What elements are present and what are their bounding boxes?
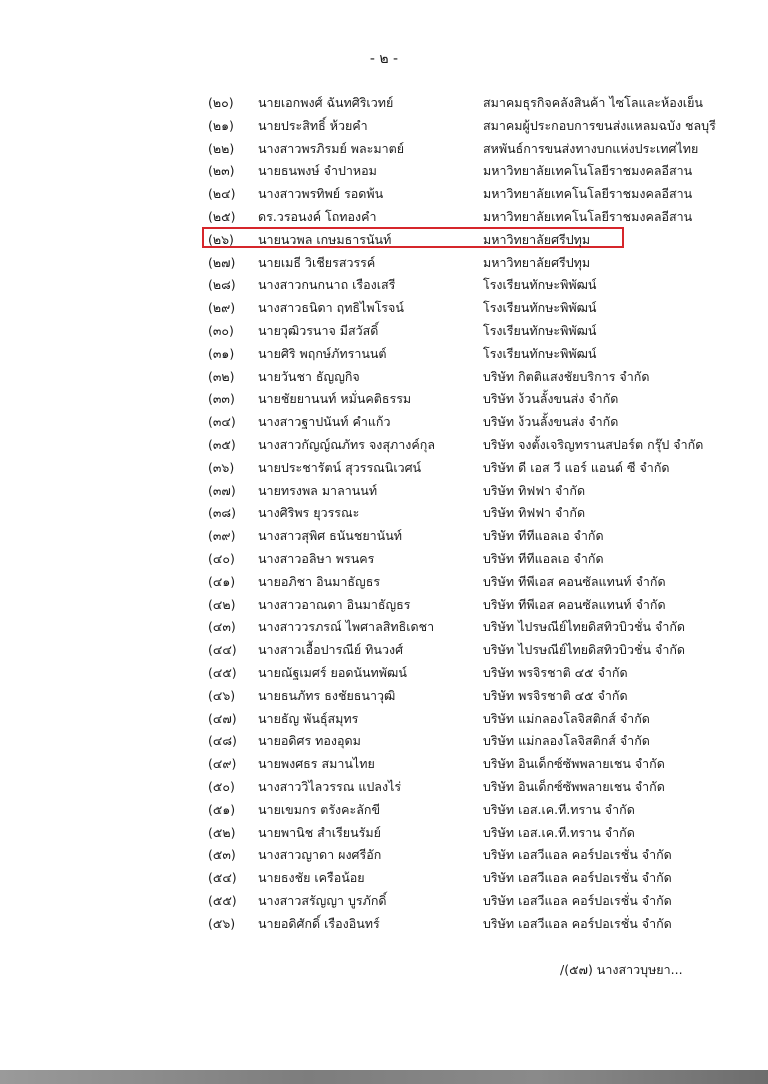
member-name: นางสาววรภรณ์ ไพศาลสิทธิเดชา [258, 619, 435, 635]
list-item [0, 364, 768, 387]
member-organization: บริษัท ทีพีเอส คอนซัลแทนท์ จำกัด [483, 596, 666, 612]
member-name: นายนวพล เกษมธารนันท์ [258, 231, 392, 247]
member-name: นางสาวธนิดา ฤทธิไพโรจน์ [258, 300, 404, 316]
item-number: (๔๘) [208, 733, 237, 749]
member-organization: บริษัท แม่กลองโลจิสติกส์ จำกัด [483, 710, 650, 726]
member-organization: บริษัท อินเด็กซ์ซัพพลายเชน จำกัด [483, 778, 665, 794]
list-item [0, 386, 768, 409]
list-item [0, 90, 768, 113]
item-number: (๓๔) [208, 414, 236, 430]
member-organization: บริษัท ทีทีแอลเอ จำกัด [483, 550, 604, 566]
member-organization: บริษัท เอสวีแอล คอร์ปอเรชั่น จำกัด [483, 892, 672, 908]
member-name: นายเขมกร ตรังคะลักขี [258, 801, 380, 817]
member-organization: บริษัท เอส.เค.ที.ทราน จำกัด [483, 801, 635, 817]
item-number: (๒๕) [208, 208, 236, 224]
member-name: นายธนพงษ์ จำปาหอม [258, 163, 377, 179]
list-item [0, 272, 768, 295]
member-name: นางสาววิไลวรรณ แปลงไร่ [258, 778, 402, 794]
member-name: นางสาวญาดา ผงศรีอัก [258, 847, 382, 863]
member-name: นายวันชา ธัญญกิจ [258, 368, 360, 384]
member-name: นายศิริ พฤกษ์ภัทรานนต์ [258, 345, 387, 361]
list-item [0, 113, 768, 136]
list-item [0, 820, 768, 843]
member-name: นายพงศธร สมานไทย [258, 756, 375, 772]
member-name: นายอภิชา อินมาธัญธร [258, 573, 381, 589]
list-item [0, 888, 768, 911]
member-organization: บริษัท เอสวีแอล คอร์ปอเรชั่น จำกัด [483, 847, 672, 863]
member-organization: บริษัท เอส.เค.ที.ทราน จำกัด [483, 824, 635, 840]
member-list [0, 90, 768, 933]
item-number: (๕๐) [208, 778, 235, 794]
list-item [0, 865, 768, 888]
list-item [0, 181, 768, 204]
member-organization: โรงเรียนทักษะพิพัฒน์ [483, 300, 597, 316]
member-organization: บริษัท ไปรษณีย์ไทยดิสทิวบิวชั่น จำกัด [483, 642, 686, 658]
list-item [0, 158, 768, 181]
item-number: (๒๗) [208, 254, 236, 270]
item-number: (๒๘) [208, 277, 236, 293]
item-number: (๕๔) [208, 870, 237, 886]
member-name: นางสาวพรทิพย์ รอดพ้น [258, 186, 384, 202]
member-name: นายธงชัย เครือน้อย [258, 870, 365, 886]
member-organization: บริษัท เอสวีแอล คอร์ปอเรชั่น จำกัด [483, 870, 672, 886]
member-name: นายธนภัทร ธงชัยธนาวุฒิ [258, 687, 396, 703]
list-item [0, 523, 768, 546]
list-item [0, 683, 768, 706]
item-number: (๕๓) [208, 847, 236, 863]
member-name: นางสาวสรัญญา บูรภักดิ์ [258, 892, 387, 908]
member-organization: มหาวิทยาลัยเทคโนโลยีราชมงคลอีสาน [483, 208, 693, 224]
member-name: นางสาวฐาปนันท์ คำแก้ว [258, 414, 391, 430]
member-organization: บริษัท พรจิรชาติ ๔๕ จำกัด [483, 664, 628, 680]
item-number: (๒๓) [208, 163, 235, 179]
member-organization: บริษัท กิตติแสงชัยบริการ จำกัด [483, 368, 650, 384]
list-item [0, 500, 768, 523]
item-number: (๕๒) [208, 824, 236, 840]
item-number: (๓๙) [208, 528, 236, 544]
member-name: นายเอกพงศ์ ฉันทศิริเวทย์ [258, 95, 394, 110]
item-number: (๒๐) [208, 95, 234, 110]
member-name: นางสาวกัญญ์ณภัทร จงสุภางค์กุล [258, 436, 435, 452]
member-organization: บริษัท ไปรษณีย์ไทยดิสทิวบิวชั่น จำกัด [483, 619, 686, 635]
member-name: นายทรงพล มาลานนท์ [258, 482, 378, 498]
list-item [0, 227, 768, 250]
list-item [0, 637, 768, 660]
item-number: (๔๑) [208, 573, 236, 589]
item-number: (๔๐) [208, 550, 235, 566]
member-organization: บริษัท ทีพีเอส คอนซัลแทนท์ จำกัด [483, 573, 666, 589]
item-number: (๓๕) [208, 436, 236, 452]
member-organization: มหาวิทยาลัยศรีปทุม [483, 231, 591, 247]
item-number: (๓๖) [208, 459, 235, 475]
member-organization: มหาวิทยาลัยเทคโนโลยีราชมงคลอีสาน [483, 186, 693, 202]
member-name: นายอดิศร ทองอุดม [258, 733, 361, 749]
item-number: (๔๖) [208, 687, 236, 703]
item-number: (๔๓) [208, 619, 236, 635]
item-number: (๒๑) [208, 117, 234, 133]
member-organization: สหพันธ์การขนส่งทางบกแห่งประเทศไทย [483, 140, 699, 156]
list-item [0, 569, 768, 592]
item-number: (๓๒) [208, 368, 235, 384]
item-number: (๓๐) [208, 322, 234, 338]
member-name: นางสาวอาณดา อินมาธัญธร [258, 596, 411, 612]
list-item [0, 432, 768, 455]
item-number: (๒๒) [208, 140, 235, 156]
member-organization: โรงเรียนทักษะพิพัฒน์ [483, 277, 597, 293]
item-number: (๕๕) [208, 892, 237, 908]
list-item [0, 728, 768, 751]
list-item [0, 842, 768, 865]
member-organization: มหาวิทยาลัยศรีปทุม [483, 254, 591, 270]
member-organization: โรงเรียนทักษะพิพัฒน์ [483, 322, 597, 338]
list-item [0, 546, 768, 569]
list-item [0, 797, 768, 820]
item-number: (๔๒) [208, 596, 236, 612]
member-name: นายชัยยานนท์ หมั่นคติธรรม [258, 391, 412, 407]
member-organization: บริษัท แม่กลองโลจิสติกส์ จำกัด [483, 733, 650, 749]
list-item [0, 250, 768, 273]
member-name: นายประชารัตน์ สุวรรณนิเวศน์ [258, 459, 422, 475]
list-item [0, 911, 768, 934]
member-organization: บริษัท ทิฟฟา จำกัด [483, 505, 586, 521]
item-number: (๔๗) [208, 710, 237, 726]
member-name: นายณัฐเมศร์ ยอดนันทพัฒน์ [258, 664, 407, 680]
list-item [0, 136, 768, 159]
member-organization: มหาวิทยาลัยเทคโนโลยีราชมงคลอีสาน [483, 163, 693, 179]
item-number: (๔๔) [208, 642, 237, 658]
member-name: นางศิริพร ยุวรรณะ [258, 505, 360, 521]
member-organization: บริษัท พรจิรชาติ ๔๕ จำกัด [483, 687, 628, 703]
page-number: - ๒ - [369, 51, 399, 67]
list-item [0, 751, 768, 774]
list-item [0, 409, 768, 432]
list-item [0, 341, 768, 364]
item-number: (๒๖) [208, 231, 234, 247]
member-organization: บริษัท อินเด็กซ์ซัพพลายเชน จำกัด [483, 756, 665, 772]
member-name: นางสาวพรภิรมย์ พละมาตย์ [258, 140, 405, 156]
item-number: (๒๔) [208, 186, 236, 202]
member-name: นายอดิศักดิ์ เรืองอินทร์ [258, 915, 380, 931]
list-item [0, 295, 768, 318]
item-number: (๓๑) [208, 345, 235, 361]
list-item [0, 204, 768, 227]
member-organization: โรงเรียนทักษะพิพัฒน์ [483, 345, 597, 361]
member-name: นางสาวอลิษา พรนคร [258, 550, 375, 566]
item-number: (๓๓) [208, 391, 235, 407]
item-number: (๕๖) [208, 915, 236, 931]
list-item [0, 318, 768, 341]
member-organization: บริษัท ง้วนลั้งขนส่ง จำกัด [483, 391, 619, 407]
member-name: นายธัญ พันธุ์สมุทร [258, 710, 359, 726]
item-number: (๓๗) [208, 482, 236, 498]
member-name: นางสาวกนกนาถ เรืองเสรี [258, 277, 396, 293]
member-organization: สมาคมธุรกิจคลังสินค้า ไซโลและห้องเย็น [483, 95, 703, 110]
member-organization: สมาคมผู้ประกอบการขนส่งแหลมฉบัง ชลบุรี [483, 117, 716, 133]
list-item [0, 614, 768, 637]
member-organization: บริษัท ดี เอส วี แอร์ แอนด์ ซี จำกัด [483, 459, 670, 475]
member-organization: บริษัท ทีทีแอลเอ จำกัด [483, 528, 604, 544]
member-organization: บริษัท ทิฟฟา จำกัด [483, 482, 586, 498]
list-item [0, 706, 768, 729]
member-name: นายประสิทธิ์ ห้วยคำ [258, 117, 368, 133]
member-name: นายวุฒิวรนาจ มีสวัสดิ์ [258, 322, 379, 338]
list-item [0, 774, 768, 797]
item-number: (๓๘) [208, 505, 236, 521]
member-organization: บริษัท จงตั้งเจริญทรานสปอร์ต กรุ๊ป จำกัด [483, 436, 704, 452]
item-number: (๔๕) [208, 664, 237, 680]
list-item [0, 478, 768, 501]
member-name: นายพานิช สำเรียนรัมย์ [258, 824, 381, 840]
item-number: (๔๙) [208, 756, 237, 772]
member-name: นางสาวเอื้อปารณีย์ ทินวงศ์ [258, 642, 404, 658]
list-item [0, 592, 768, 615]
list-item [0, 455, 768, 478]
item-number: (๕๑) [208, 801, 236, 817]
list-item [0, 660, 768, 683]
continuation-note: /(๕๗) นางสาวบุษยา... [560, 962, 683, 977]
member-name: ดร.วรอนงค์ โถทองคำ [258, 208, 377, 224]
member-organization: บริษัท เอสวีแอล คอร์ปอเรชั่น จำกัด [483, 915, 672, 931]
member-name: นางสาวสุพิศ ธนันชยานันท์ [258, 528, 402, 544]
member-name: นายเมธี วิเชียรสวรรค์ [258, 254, 376, 270]
scan-edge-strip [0, 1070, 768, 1084]
member-organization: บริษัท ง้วนลั้งขนส่ง จำกัด [483, 414, 619, 430]
item-number: (๒๙) [208, 300, 236, 316]
